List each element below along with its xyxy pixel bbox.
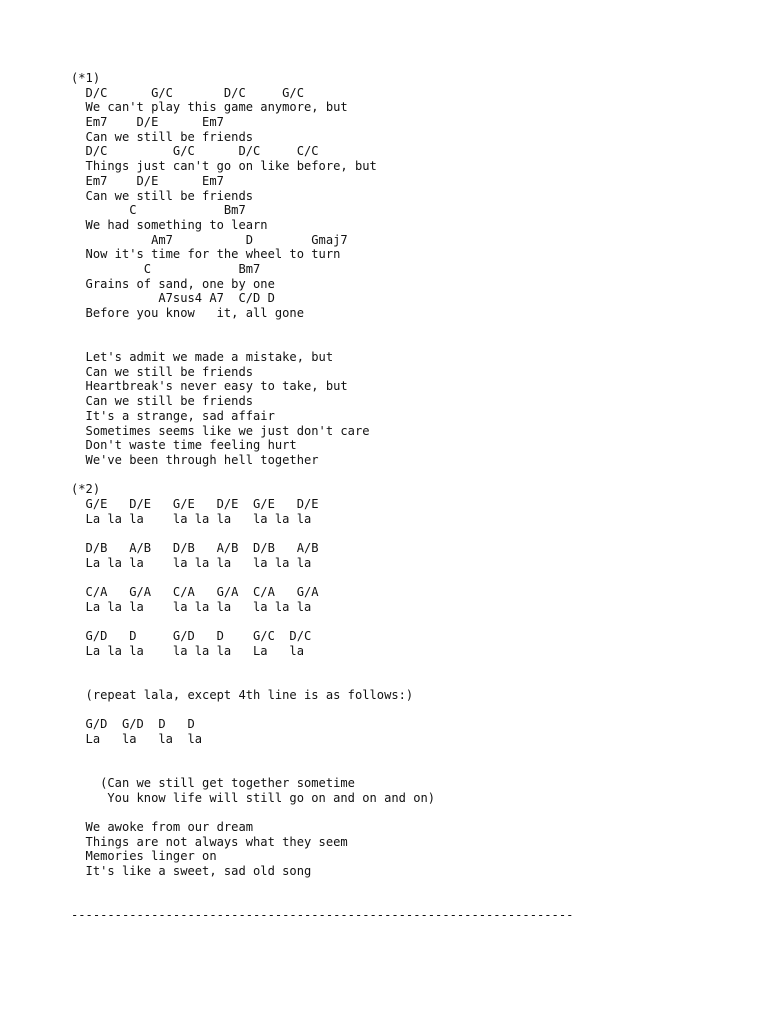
chord-line: C Bm7	[71, 203, 246, 218]
chord-line: Am7 D Gmaj7	[71, 232, 348, 247]
lyric-line: Things just can't go on like before, but	[71, 159, 377, 174]
blank-line	[71, 335, 761, 350]
lyric-line: We've been through hell together	[71, 452, 319, 467]
lyric-line: Can we still be friends	[71, 188, 254, 203]
blank-line	[71, 570, 761, 585]
chord-line: C/A G/A C/A G/A C/A G/A	[71, 585, 319, 600]
blank-line	[71, 659, 761, 674]
lyric-line: Can we still be friends	[71, 364, 254, 379]
lyric-line: We had something to learn	[71, 217, 268, 232]
chord-line: G/E D/E G/E D/E G/E D/E	[71, 496, 319, 511]
blank-line	[71, 747, 761, 762]
chord-line: D/C G/C D/C C/C	[71, 144, 319, 159]
lyric-line: Don't waste time feeling hurt	[71, 438, 297, 453]
blank-line	[71, 673, 761, 688]
blank-line	[71, 894, 761, 909]
lyric-line: Grains of sand, one by one	[71, 276, 275, 291]
lyric-line: Sometimes seems like we just don't care	[71, 423, 370, 438]
lyric-line: La la la la la la la la la	[71, 511, 312, 526]
chord-line: D/C G/C D/C G/C	[71, 85, 304, 100]
blank-line	[71, 805, 761, 820]
instruction-line: (repeat lala, except 4th line is as follows:)	[71, 687, 414, 702]
section-marker: (*2)	[71, 482, 101, 497]
chord-line: Em7 D/E Em7	[71, 173, 224, 188]
lyric-line: It's a strange, sad affair	[71, 408, 275, 423]
lyric-line: Can we still be friends	[71, 394, 254, 409]
lyric-line: La la la la la la la la la	[71, 555, 312, 570]
lyric-line: Let's admit we made a mistake, but	[71, 350, 334, 365]
chord-line: G/D G/D D D	[71, 717, 195, 732]
chord-line: Em7 D/E Em7	[71, 115, 224, 130]
lyric-line: (Can we still get together sometime	[71, 776, 355, 790]
blank-line	[71, 321, 761, 336]
blank-line	[71, 761, 761, 776]
lyric-line: You know life will still go on and on and on)	[71, 790, 436, 805]
blank-line	[71, 468, 761, 483]
lyric-line: Now it's time for the wheel to turn	[71, 247, 341, 262]
blank-line	[71, 526, 761, 541]
lyric-line: Can we still be friends	[71, 129, 254, 144]
song-line: (*1)	[71, 71, 101, 85]
blank-line	[71, 879, 761, 894]
lyric-line: La la la la la la La la	[71, 643, 304, 658]
lyric-line: La la la la	[71, 731, 203, 746]
lyric-line: We awoke from our dream	[71, 820, 254, 835]
lyric-line: Before you know it, all gone	[71, 306, 304, 320]
chord-line: D/B A/B D/B A/B D/B A/B	[71, 541, 319, 555]
blank-line	[71, 614, 761, 629]
blank-line	[71, 703, 761, 718]
lyric-line: Memories linger on	[71, 849, 217, 864]
chord-line: A7sus4 A7 C/D D	[71, 291, 275, 306]
song-sheet	[71, 71, 761, 923]
chord-line: G/D D G/D D G/C D/C	[71, 629, 312, 644]
lyric-line: Things are not always what they seem	[71, 834, 348, 849]
lyric-line: Heartbreak's never easy to take, but	[71, 379, 348, 394]
chord-line: C Bm7	[71, 261, 261, 276]
lyric-line: We can't play this game anymore, but	[71, 100, 348, 115]
divider-line: ---------------------------------------------------------------------	[71, 908, 574, 923]
lyric-line: It's like a sweet, sad old song	[71, 864, 312, 879]
lyric-line: La la la la la la la la la	[71, 599, 312, 614]
